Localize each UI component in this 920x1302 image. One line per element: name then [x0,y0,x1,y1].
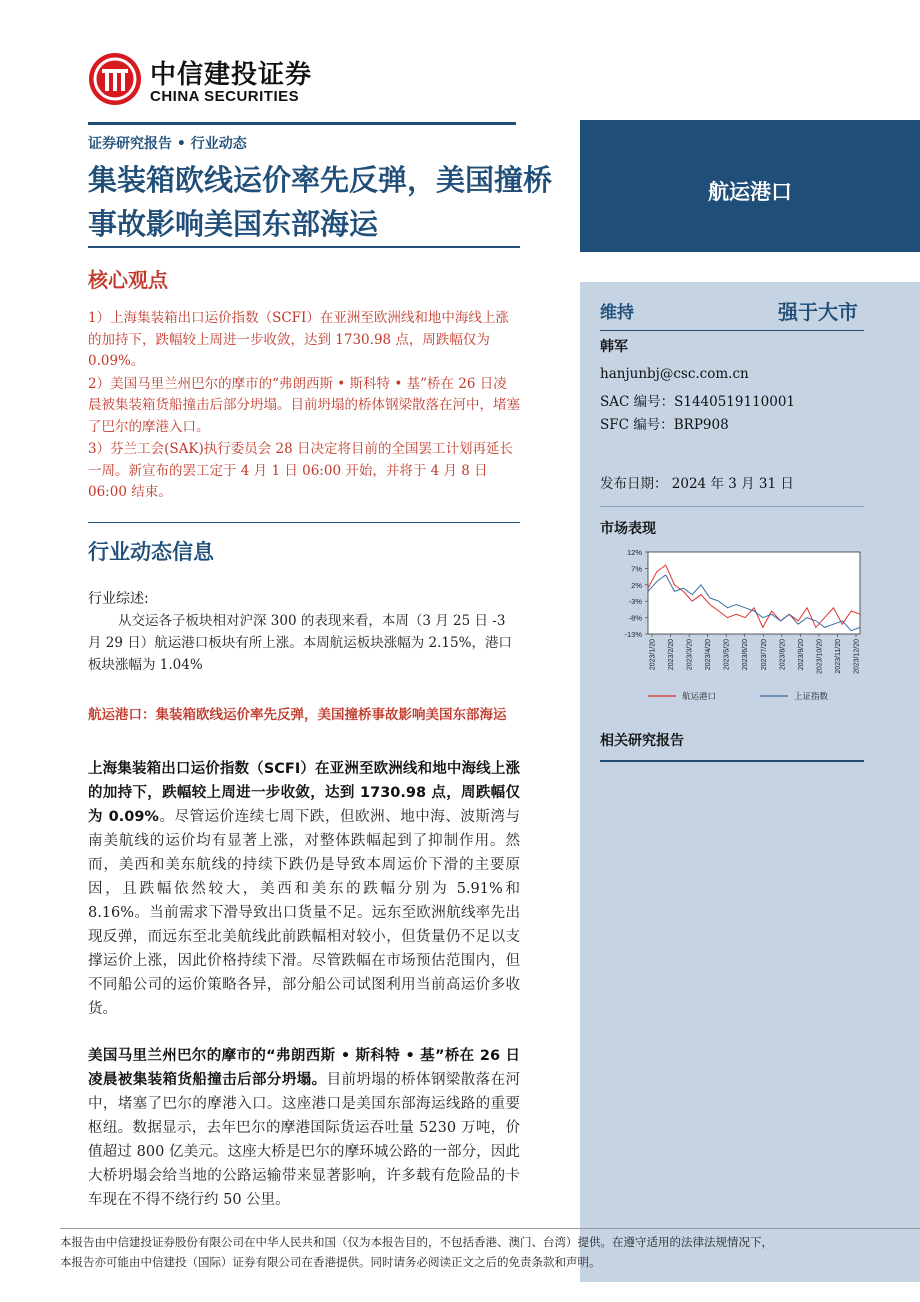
analyst-email[interactable]: hanjunbj@csc.com.cn [600,366,749,382]
header-rule [88,122,516,125]
core-views-list [88,308,520,505]
disclaimer-line: 本报告亦可能由中信建投（国际）证券有限公司在香港提供。同时请务必阅读正文之后的免责条款和声明。 [60,1255,601,1269]
plot-area [648,552,860,634]
y-tick-label: -3% [628,597,642,607]
bridge-paragraph [88,1044,520,1212]
bridge-paragraph-body: 目前坍塌的桥体钢梁散落在河中，堵塞了巴尔的摩港入口。这座港口是美国东部海运线路的重要枢纽。数据显示，去年巴尔的摩港国际货运吞吐量 5230 万吨，价值超过 800 亿美元。这座大桥是巴尔的摩环城公路的一部分，因此大桥坍塌会给当地的公路运输带来显著影响，许多载有危险品的卡车现在不得不绕行约 50 公里。 [88,1072,521,1208]
section-rule [88,522,520,523]
core-point: 2）美国马里兰州巴尔的摩市的“弗朗西斯 • 斯科特 • 基”桥在 26 日凌晨被集装箱货船撞击后部分坍塌。目前坍塌的桥体钢梁散落在河中，堵塞了巴尔的摩港入口。 [88,375,520,435]
y-tick-label: 7% [631,564,642,574]
core-views-heading: 核心观点 [88,268,168,292]
company-name-cn: 中信建投证券 [150,60,313,90]
market-performance-title: 市场表现 [600,521,656,537]
rating-value: 强于大市 [778,300,858,324]
sfc-number: SFC 编号：BRP908 [600,417,729,433]
related-reports-title: 相关研究报告 [600,733,684,749]
related-rule [600,760,864,762]
x-tick-label: 2023/9/20 [797,639,805,671]
x-tick-label: 2023/5/20 [723,639,731,671]
report-title: 集装箱欧线运价率先反弹，美国撞桥事故影响美国东部海运 [88,163,553,241]
scfi-paragraph [88,757,520,1021]
summary-text: 从交运各子板块相对沪深 300 的表现来看，本周（3 月 25 日 -3 月 29 日）航运港口板块有所上涨。本周航运板块涨幅为 2.15%，港口板块涨幅为 1.04% [88,613,512,673]
x-tick-label: 2023/2/20 [668,639,676,671]
bridge-paragraph-lead: 美国马里兰州巴尔的摩市的“弗朗西斯 • 斯科特 • 基”桥在 26 日凌晨被集装箱货船撞击后部分坍塌。 [88,1048,520,1088]
rating-rule [600,330,864,331]
x-tick-label: 2023/11/20 [834,639,842,674]
core-point: 1）上海集装箱出口运价指数（SCFI）在亚洲至欧洲线和地中海线上涨的加持下，跌幅较上周进一步收敛，达到 1730.98 点，周跌幅仅为 0.09%。 [88,310,509,369]
shipping-subheading: 航运港口：集装箱欧线运价率先反弹，美国撞桥事故影响美国东部海运 [88,707,507,723]
title-rule [88,246,520,248]
analyst-name: 韩军 [600,339,628,355]
x-tick-label: 2023/8/20 [779,639,787,671]
x-tick-label: 2023/1/20 [649,639,657,671]
scfi-paragraph-lead: 上海集装箱出口运价指数（SCFI）在亚洲至欧洲线和地中海线上涨的加持下，跌幅较上周进一步收敛，达到 1730.98 点，周跌幅仅为 0.09% [88,761,520,825]
summary-title: 行业综述: [88,591,149,607]
company-logo-icon [88,52,142,106]
x-tick-label: 2023/12/20 [853,639,861,675]
x-tick-label: 2023/6/20 [742,639,750,671]
sac-number: SAC 编号：S1440519110001 [600,394,796,410]
x-tick-label: 2023/10/20 [816,639,824,675]
x-tick-label: 2023/7/20 [760,639,768,671]
rating-action: 维持 [600,303,634,323]
legend-label: 上证指数 [794,692,829,702]
report-type: 证券研究报告 • 行业动态 [88,136,247,152]
disclaimer [60,1232,920,1272]
sector-banner [580,120,920,252]
info-rule [600,506,864,507]
company-name-en: CHINA SECURITIES [150,88,300,105]
legend-label: 航运港口 [682,692,717,702]
y-tick-label: 12% [626,548,642,557]
x-tick-label: 2023/3/20 [686,639,694,671]
y-tick-label: 2% [631,580,642,590]
market-performance-chart [596,542,868,712]
y-tick-label: -13% [624,630,642,639]
disclaimer-line: 本报告由中信建投证券股份有限公司在中华人民共和国（仅为本报告目的，不包括香港、澳门、台湾）提供。在遵守适用的法律法规情况下， [60,1235,773,1249]
y-tick-label: -8% [628,613,642,623]
core-point: 3）芬兰工会(SAK)执行委员会 28 日决定将目前的全国罢工计划再延长一周。新宣布的罢工定于 4 月 1 日 06:00 开始，并将于 4 月 8 日 06:00 结束。 [88,441,513,500]
sector-name: 航运港口 [708,180,792,204]
industry-dynamics-heading: 行业动态信息 [88,540,214,564]
x-tick-label: 2023/4/20 [705,639,713,671]
scfi-paragraph-body: 。尽管运价连续七周下跌，但欧洲、地中海、波斯湾与南美航线的运价均有显著上涨，对整体跌幅起到了抑制作用。然而，美西和美东航线的持续下跌仍是导致本周运价下滑的主要原因，且跌幅依然较大，美西和美东的跌幅分别为 5.91%和 8.16%。当前需求下滑导致出口货量不足。远东至欧洲航线率先出现反弹，而远东至北美航线此前跌幅相对较小，但货量仍不足以支撑运价上涨，因此价格持续下滑。尽管跌幅在市场预估范围内，但不同船公司的运价策略各异，部分船公司试图利用当前高运价多收货。 [88,809,521,1017]
publish-date: 发布日期： 2024 年 3 月 31 日 [600,476,794,492]
footer-rule [60,1228,920,1229]
